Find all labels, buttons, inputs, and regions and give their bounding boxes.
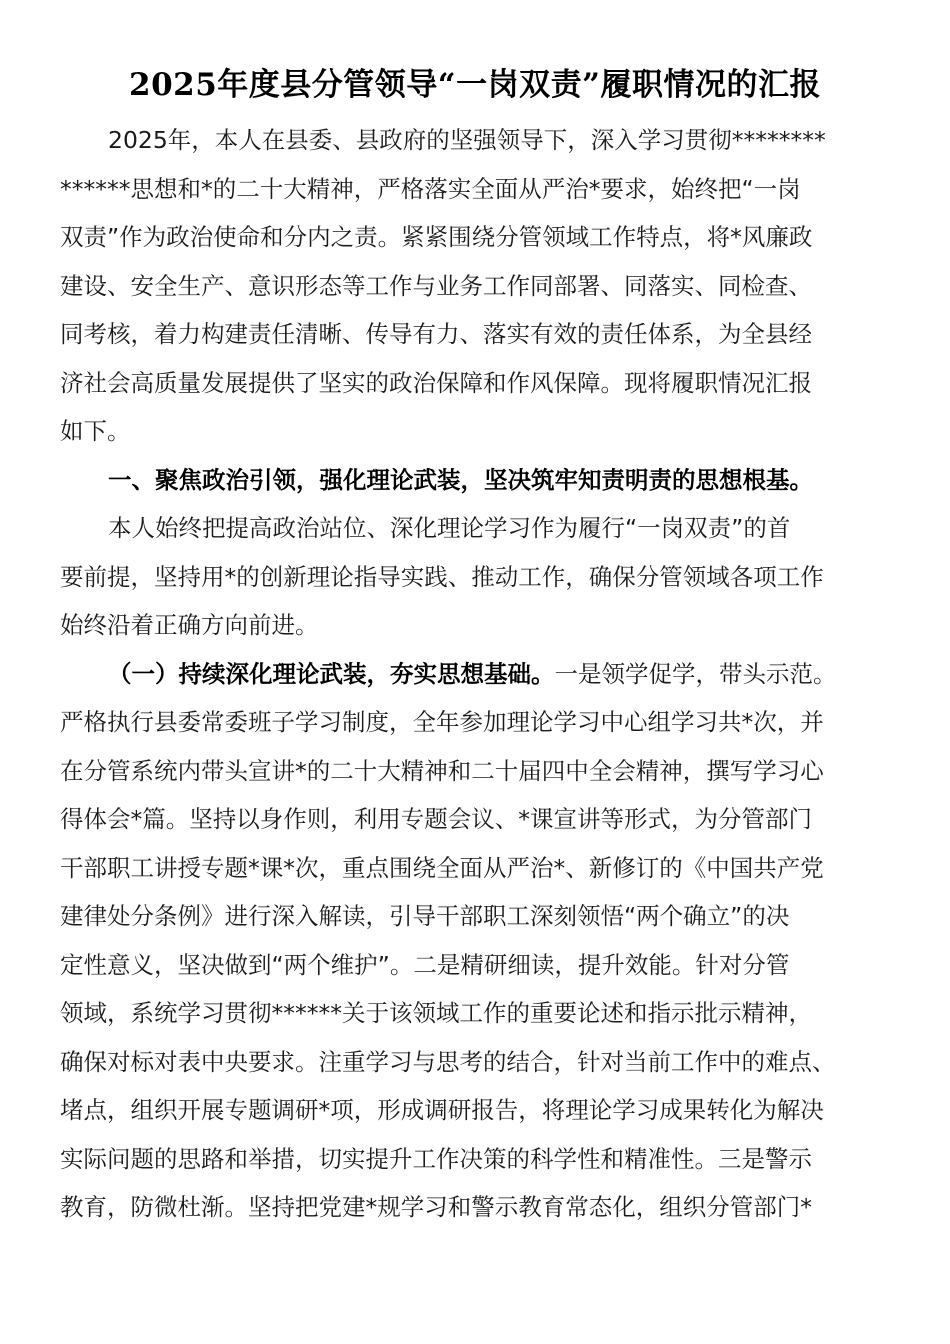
paragraph-line: 济社会高质量发展提供了坚实的政治保障和作风保障。现将履职情况汇报 (60, 368, 812, 397)
paragraph-line: 2025年，本人在县委、县政府的坚强领导下，深入学习贯彻******** (108, 126, 826, 154)
document-title: 2025年度县分管领导“一岗双责”履职情况的汇报 (129, 67, 821, 103)
paragraph-line: 实际问题的思路和举措，切实提升工作决策的科学性和精准性。三是警示 (60, 1144, 812, 1173)
paragraph-line: 领域，系统学习贯彻******关于该领域工作的重要论述和指示批示精神， (60, 999, 812, 1027)
paragraph-line: 建设、安全生产、意识形态等工作与业务工作同部署、同落实、同检查、 (60, 271, 812, 300)
paragraph-line: 定性意义，坚决做到“两个维护”。二是精研细读，提升效能。针对分管 (60, 950, 790, 979)
paragraph-line: 始终沿着正确方向前进。 (60, 611, 319, 639)
section-heading: 一、聚焦政治引领，强化理论武装，坚决筑牢知责明责的思想根基。 (108, 465, 813, 494)
paragraph-line (60, 650, 890, 699)
paragraph-line: 要前提，坚持用*的创新理论指导实践、推动工作，确保分管领域各项工作 (60, 562, 824, 591)
paragraph-line: 双责”作为政治使命和分内之责。紧紧围绕分管领域工作特点，将*风廉政 (60, 223, 813, 251)
paragraph-line: 严格执行县委常委班子学习制度，全年参加理论学习中心组学习共*次，并 (60, 708, 824, 736)
document-body (60, 116, 890, 1232)
paragraph-line: 本人始终把提高政治站位、深化理论学习作为履行“一岗双责”的首 (108, 514, 791, 542)
paragraph-line: 得体会*篇。坚持以身作则，利用专题会议、*课宣讲等形式，为分管部门 (60, 805, 812, 833)
paragraph-line: 堵点，组织开展专题调研*项，形成调研报告，将理论学习成果转化为解决 (60, 1096, 824, 1124)
paragraph-line: 建律处分条例》进行深入解读，引导干部职工深刻领悟“两个确立”的决 (60, 902, 790, 930)
paragraph-line: 如下。 (60, 417, 131, 445)
paragraph-line: ******思想和*的二十大精神，严格落实全面从严治*要求，始终把“一岗 (60, 174, 801, 203)
paragraph-line: 同考核，着力构建责任清晰、传导有力、落实有效的责任体系，为全县经 (60, 320, 812, 348)
paragraph-line: 在分管系统内带头宣讲*的二十大精神和二十届四中全会精神，撰写学习心 (60, 756, 824, 785)
paragraph-text: 一是领学促学，带头示范。 (554, 659, 837, 688)
paragraph-line: 确保对标对表中央要求。注重学习与思考的结合，针对当前工作中的难点、 (60, 1047, 836, 1076)
subsection-heading: （一）持续深化理论武装，夯实思想基础。 (108, 659, 555, 688)
paragraph-line: 教育，防微杜渐。坚持把党建*规学习和警示教育常态化，组织分管部门* (60, 1193, 812, 1221)
paragraph-line: 干部职工讲授专题*课*次，重点围绕全面从严治*、新修订的《中国共产党 (60, 853, 824, 882)
